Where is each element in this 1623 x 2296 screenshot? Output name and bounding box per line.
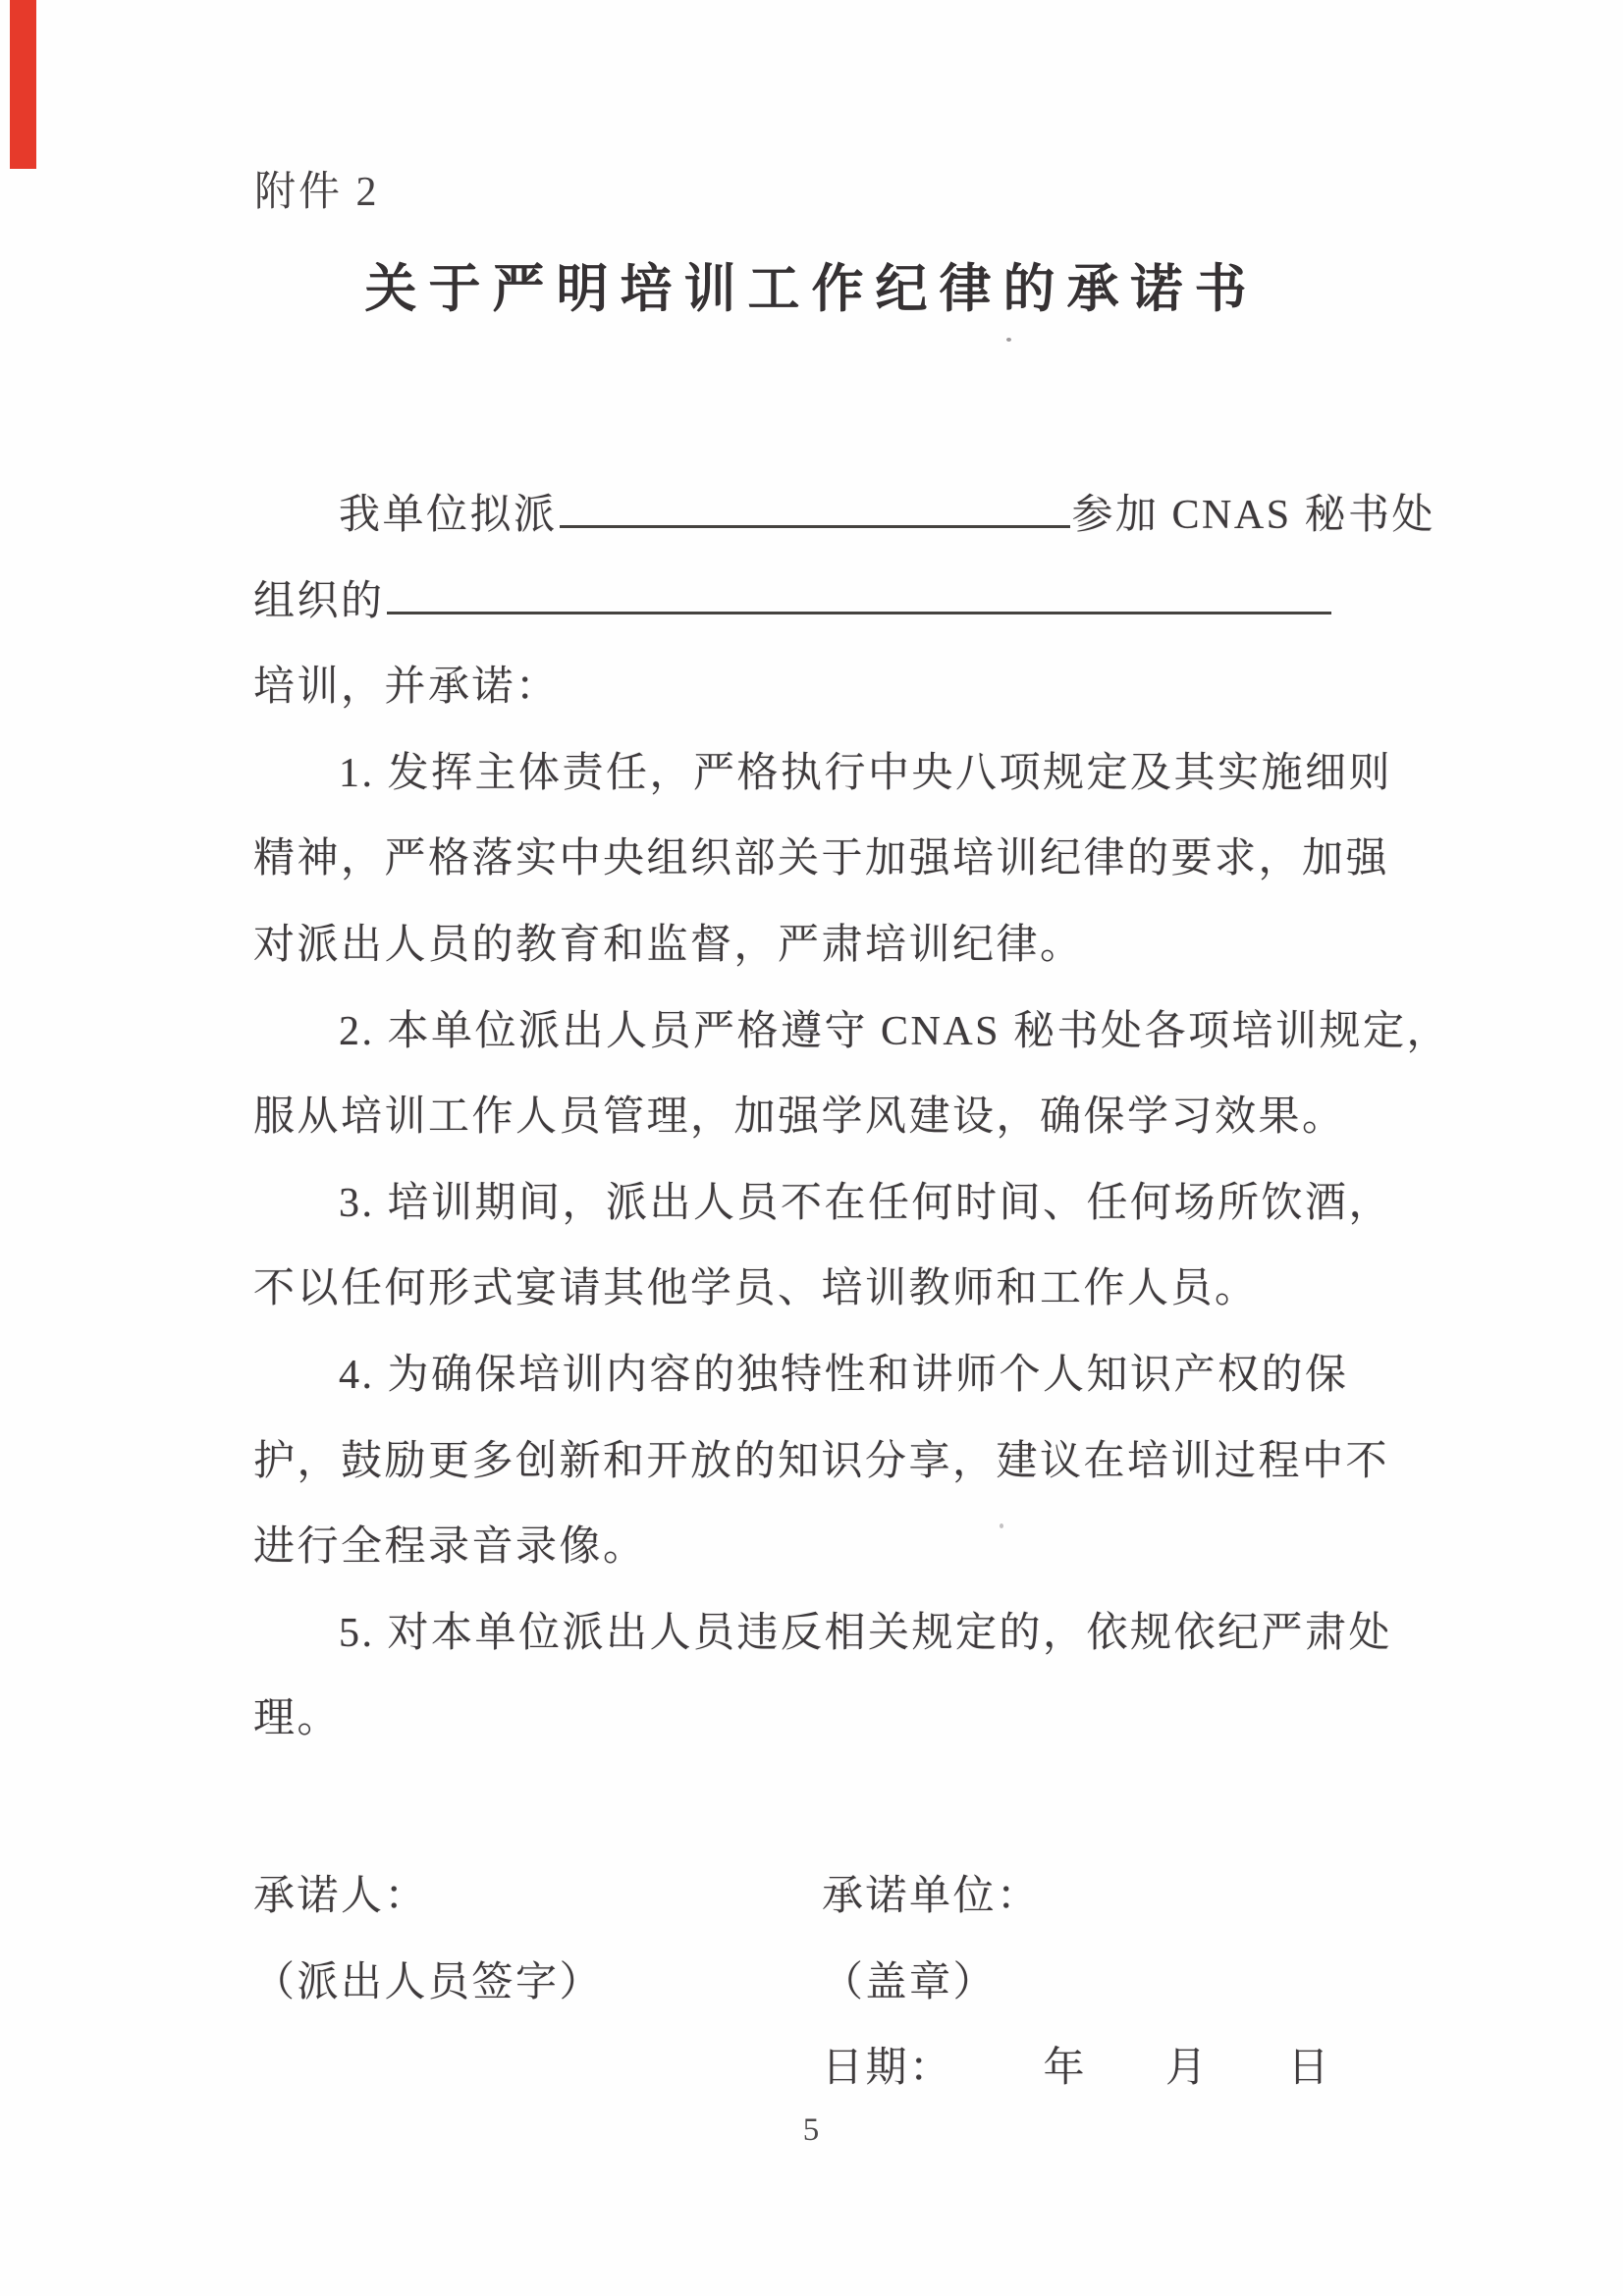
intro-line2-label: 组织的 [253,578,385,624]
unit-note: （盖章） [822,1959,998,2005]
date-line [822,2026,1331,2112]
fill-in-blank-personnel [560,519,1070,528]
intro-after-blank: 参加 CNAS 秘书处 [1071,493,1436,538]
clause-5-line-2: 理。 [253,1696,342,1742]
promiser-note: （派出人员签字） [253,1959,604,2005]
fill-in-blank-training-name [387,606,1331,614]
clause-2-line-2: 服从培训工作人员管理，加强学风建设，确保学习效果。 [253,1095,1346,1141]
scan-red-edge-artifact [10,0,36,169]
date-day-label: 日 [1287,2046,1332,2092]
promiser-label: 承诺人： [253,1874,429,1919]
page-number: 5 [802,2112,821,2148]
unit-label: 承诺单位： [822,1874,1041,1919]
intro-before-blank: 我单位拟派 [339,493,558,538]
attachment-label: 附件 2 [254,170,380,215]
intro-line-1 [253,473,1436,560]
clause-1-line-3: 对派出人员的教育和监督，严肃培训纪律。 [253,922,1084,968]
intro-line-2 [253,560,1389,646]
document-body [253,473,1451,1763]
clause-3-line-1: 3. 培训期间，派出人员不在任何时间、任何场所饮酒， [339,1180,1393,1226]
date-label: 日期： [822,2046,953,2092]
date-spacer [253,2026,822,2112]
clause-1-line-1: 1. 发挥主体责任，严格执行中央八项规定及其实施细则 [339,750,1393,796]
date-month-label: 月 [1165,2046,1210,2092]
clause-4-line-1: 4. 为确保培训内容的独特性和讲师个人知识产权的保 [339,1352,1349,1398]
signature-block [253,1854,1389,2112]
clause-2-line-1: 2. 本单位派出人员严格遵守 CNAS 秘书处各项培训规定， [339,1008,1451,1054]
date-year-label: 年 [1043,2046,1088,2092]
clause-5-line-1: 5. 对本单位派出人员违反相关规定的，依规依纪严肃处 [339,1610,1393,1656]
signature-row-date [253,2026,1389,2112]
clause-4-line-3: 进行全程录音录像。 [253,1524,647,1571]
clause-4-line-2: 护，鼓励更多创新和开放的知识分享，建议在培训过程中不 [253,1438,1390,1484]
signature-row-notes [253,1941,1389,2027]
clause-3-line-2: 不以任何形式宴请其他学员、培训教师和工作人员。 [253,1266,1259,1312]
scan-speck [1006,338,1011,342]
intro-line-3: 培训，并承诺： [253,665,560,711]
signature-row-labels [253,1854,1389,1941]
clause-1-line-2: 精神，严格落实中央组织部关于加强培训纪律的要求，加强 [253,836,1390,882]
document-title: 关于严明培训工作纪律的承诺书 [364,261,1259,318]
